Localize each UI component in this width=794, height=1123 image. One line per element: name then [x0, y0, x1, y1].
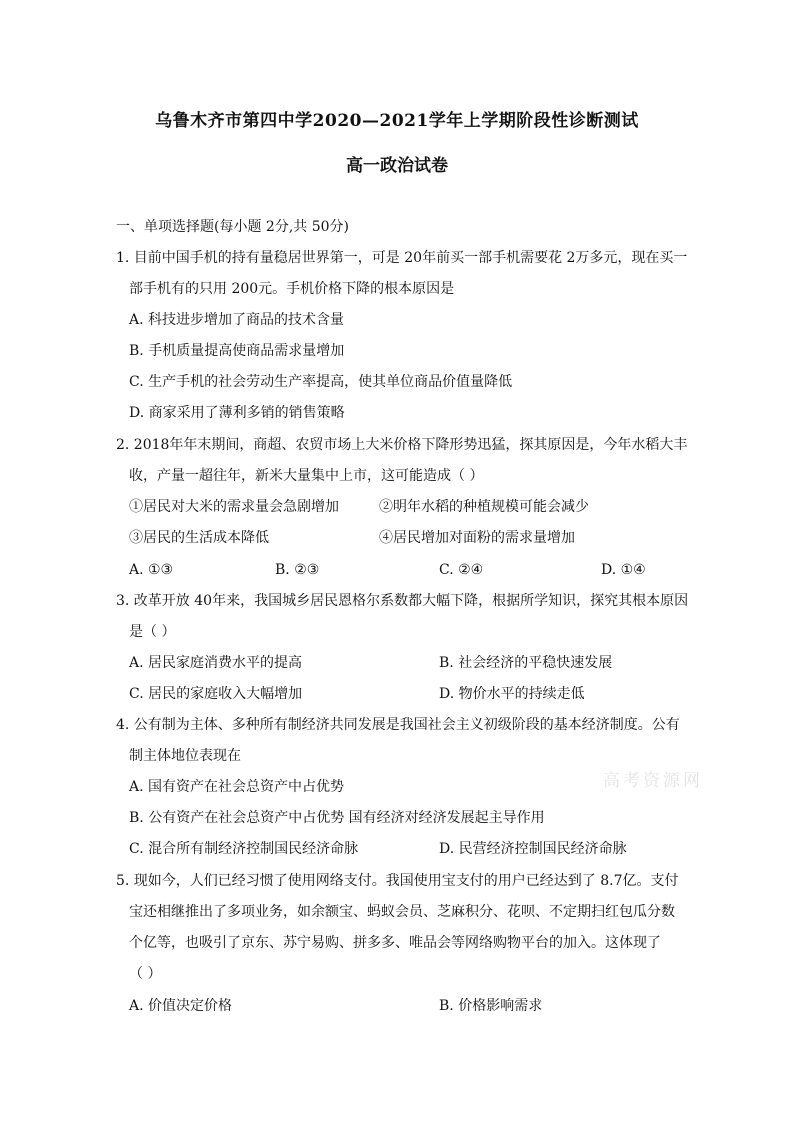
option-d: D. ①④ — [601, 562, 646, 578]
question-stem-line: 制主体地位表现在 — [129, 748, 241, 764]
option-a: A. 科技进步增加了商品的技术含量 — [129, 312, 345, 328]
option-c: C. ②④ — [439, 562, 484, 578]
question-stem-line: 宝还相继推出了多项业务，如余额宝、蚂蚁会员、芝麻积分、花呗、不定期扫红包瓜分数 — [129, 904, 675, 920]
question-stem-line: 4. 公有制为主体、多种所有制经济共同发展是我国社会主义初级阶段的基本经济制度。公有 — [116, 717, 680, 733]
option-d: D. 民营经济控制国民经济命脉 — [439, 841, 627, 857]
statement-3: ③居民的生活成本降低 — [129, 530, 269, 546]
option-b: B. 手机质量提高使商品需求量增加 — [129, 343, 345, 359]
option-b: B. 价格影响需求 — [439, 998, 543, 1014]
question-stem-line: （ ） — [129, 966, 162, 982]
option-c: C. 生产手机的社会劳动生产率提高，使其单位商品价值量降低 — [129, 374, 513, 390]
question-stem-line: 部手机有的只用 200元。手机价格下降的根本原因是 — [129, 281, 455, 297]
option-a: A. 国有资产在社会总资产中占优势 — [129, 779, 345, 795]
question-stem-line: 是（ ） — [129, 624, 176, 640]
question-stem-line: 个亿等，也吸引了京东、苏宁易购、拼多多、唯品会等网络购物平台的加入。这体现了 — [129, 935, 661, 951]
option-a: A. 价值决定价格 — [129, 998, 233, 1014]
option-a: A. 居民家庭消费水平的提高 — [129, 655, 303, 671]
statement-2: ②明年水稻的种植规模可能会减少 — [379, 499, 589, 515]
question-stem-line: 2. 2018年年末期间，商超、农贸市场上大米价格下降形势迅猛，探其原因是，今年水稻大丰 — [116, 437, 688, 453]
exam-school-title: 乌鲁木齐市第四中学2020—2021学年上学期阶段性诊断测试 — [155, 111, 639, 131]
question-stem-line: 1. 目前中国手机的持有量稳居世界第一，可是 20年前买一部手机需要花 2万多元，现在买一 — [116, 250, 688, 266]
option-a: A. ①③ — [129, 562, 174, 578]
option-b: B. 社会经济的平稳快速发展 — [439, 655, 613, 671]
exam-subject-title: 高一政治试卷 — [346, 156, 448, 176]
option-b: B. ②③ — [275, 562, 320, 578]
option-c: C. 混合所有制经济控制国民经济命脉 — [129, 841, 359, 857]
option-d: D. 物价水平的持续走低 — [439, 686, 585, 702]
option-c: C. 居民的家庭收入大幅增加 — [129, 686, 303, 702]
option-d: D. 商家采用了薄利多销的销售策略 — [129, 405, 345, 421]
question-stem-line: 5. 现如今，人们已经习惯了使用网络支付。我国使用宝支付的用户已经达到了 8.7亿。支付 — [116, 873, 679, 889]
statement-4: ④居民增加对面粉的需求量增加 — [379, 530, 575, 546]
watermark: 高考资源网 — [603, 771, 703, 791]
question-stem-line: 3. 改革开放 40年来，我国城乡居民恩格尔系数都大幅下降，根据所学知识，探究其根本原因 — [116, 593, 689, 609]
statement-1: ①居民对大米的需求量会急剧增加 — [129, 499, 339, 515]
question-stem-line: 收，产量一超往年，新米大量集中上市，这可能造成（ ） — [129, 468, 484, 484]
section-heading: 一、单项选择题(每小题 2分,共 50分) — [116, 219, 349, 235]
option-b: B. 公有资产在社会总资产中占优势 国有经济对经济发展起主导作用 — [129, 810, 545, 826]
